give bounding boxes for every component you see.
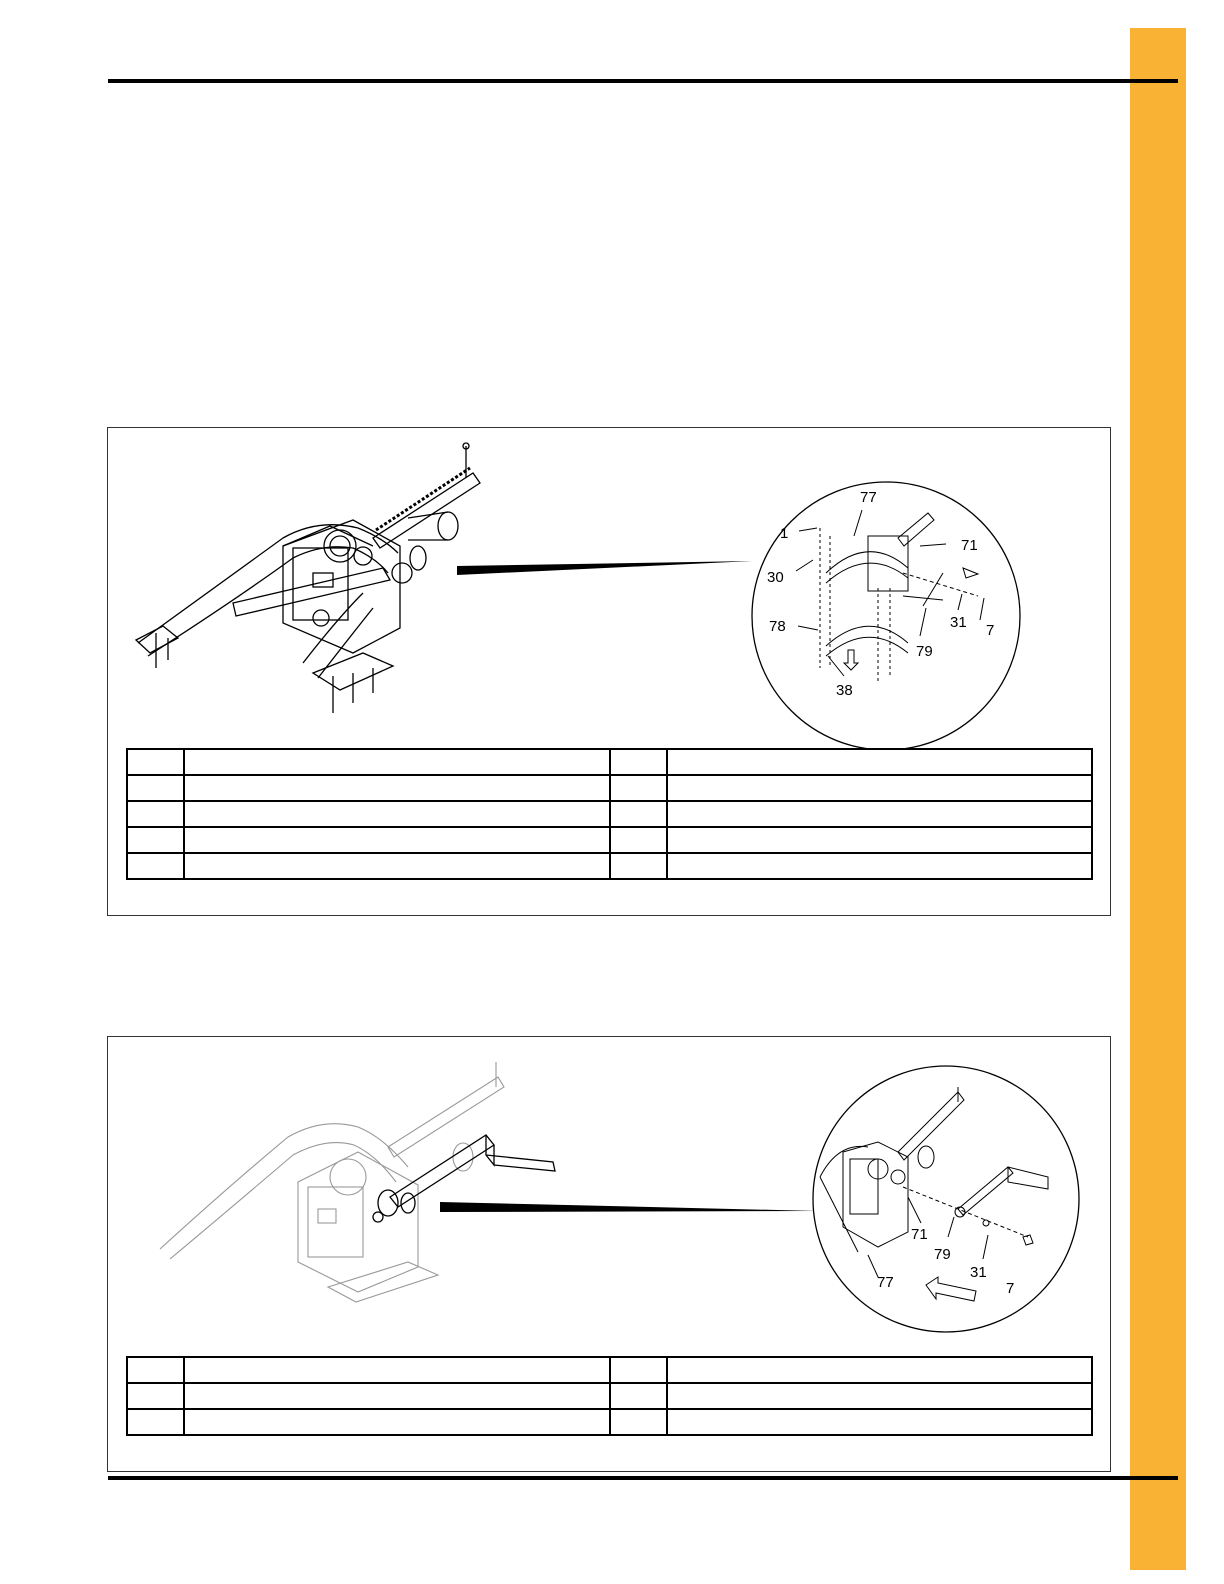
part-number-cell — [610, 775, 667, 801]
callout-79: 79 — [916, 643, 933, 660]
part-number-cell — [127, 1409, 184, 1435]
part-number-cell — [127, 1383, 184, 1409]
callout-7: 7 — [1006, 1280, 1015, 1297]
callout-7: 7 — [986, 622, 995, 639]
table-row — [127, 801, 1092, 827]
part-number-cell — [610, 1409, 667, 1435]
part-number-cell — [610, 853, 667, 879]
part-description-cell — [184, 775, 610, 801]
part-description-cell — [184, 801, 610, 827]
part-description-cell — [667, 801, 1092, 827]
part-number-cell — [127, 749, 184, 775]
rack-drive-assembly-drawing — [136, 443, 480, 713]
figure-2-illustration — [108, 1037, 1112, 1357]
figure-2 — [107, 1036, 1111, 1472]
footer-rule — [108, 1476, 1178, 1480]
part-number-cell — [610, 1383, 667, 1409]
figure-1-illustration — [108, 428, 1112, 748]
part-description-cell — [667, 1383, 1092, 1409]
table-row — [127, 1383, 1092, 1409]
part-description-cell — [184, 853, 610, 879]
callout-71: 71 — [911, 1226, 928, 1243]
callout-38: 38 — [836, 682, 853, 699]
part-description-cell — [184, 827, 610, 853]
table-row — [127, 827, 1092, 853]
callout-1: 1 — [780, 525, 789, 542]
detail-leader — [457, 561, 753, 575]
part-description-cell — [184, 1383, 610, 1409]
callout-31: 31 — [970, 1264, 987, 1281]
part-description-cell — [184, 749, 610, 775]
rack-drive-assembly-faded-drawing — [160, 1062, 504, 1302]
detail-leader — [440, 1202, 818, 1212]
callout-79: 79 — [934, 1246, 951, 1263]
callout-71: 71 — [961, 537, 978, 554]
part-description-cell — [667, 1357, 1092, 1383]
parts-table-2 — [126, 1356, 1093, 1436]
callout-78: 78 — [769, 618, 786, 635]
part-description-cell — [667, 853, 1092, 879]
parts-table-1 — [126, 748, 1093, 880]
part-number-cell — [127, 1357, 184, 1383]
part-number-cell — [610, 801, 667, 827]
part-description-cell — [184, 1409, 610, 1435]
header-rule — [108, 79, 1178, 83]
part-number-cell — [127, 853, 184, 879]
part-number-cell — [127, 775, 184, 801]
table-row — [127, 775, 1092, 801]
part-number-cell — [127, 801, 184, 827]
callout-31: 31 — [950, 614, 967, 631]
table-row — [127, 1409, 1092, 1435]
part-number-cell — [610, 749, 667, 775]
part-number-cell — [610, 1357, 667, 1383]
part-description-cell — [667, 775, 1092, 801]
part-description-cell — [667, 749, 1092, 775]
table-row — [127, 853, 1092, 879]
part-description-cell — [667, 827, 1092, 853]
table-row — [127, 749, 1092, 775]
table-row — [127, 1357, 1092, 1383]
part-description-cell — [184, 1357, 610, 1383]
callout-30: 30 — [767, 569, 784, 586]
detail-circle — [813, 1066, 1079, 1332]
chapter-tab — [1130, 28, 1186, 1570]
part-number-cell — [127, 827, 184, 853]
callout-77: 77 — [860, 489, 877, 506]
figure-1 — [107, 427, 1111, 916]
callout-77: 77 — [877, 1274, 894, 1291]
part-number-cell — [610, 827, 667, 853]
detail-circle — [752, 482, 1020, 748]
part-description-cell — [667, 1409, 1092, 1435]
